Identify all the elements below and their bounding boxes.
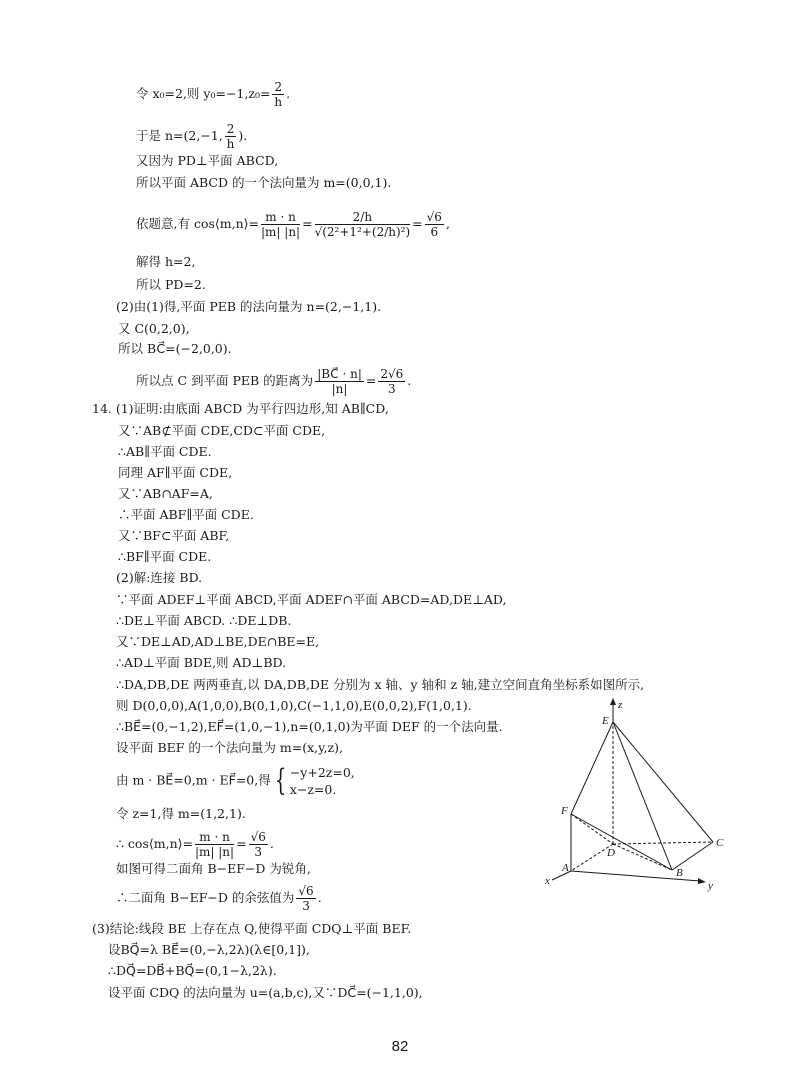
line-31: ∴ cos⟨m,n⟩= $\frac{m \cdot n}{|m| |n|}$ = $\frac{√6}{3}$ .: [116, 830, 274, 859]
line-32: 如图可得二面角 B−EF−D 为锐角,: [116, 861, 311, 876]
label-E: E: [602, 715, 609, 727]
edge-EB: [613, 722, 672, 870]
line-17: ∴平面 ABF∥平面 CDE.: [118, 507, 254, 522]
line-37: 设平面 CDQ 的法向量为 u=(a,b,c),又∵DC⃗=(−1,1,0),: [108, 985, 423, 1000]
line-1: 令 x₀=2,则 y₀=−1,z₀= $\frac{2}{h}$ .: [136, 80, 291, 109]
page-number: 82: [391, 1038, 409, 1055]
line-25: ∴DA,DB,DE 两两垂直,以 DA,DB,DE 分别为 x 轴、y 轴和 z 轴,建立空间直角坐标系如图所示,: [116, 677, 645, 692]
line-33: ∴二面角 B−EF−D 的余弦值为 $\frac{√6}{3}$ .: [116, 884, 322, 913]
line-5: 依题意,有 cos⟨m,n⟩= $\frac{m \cdot n}{|m| |n|}$ = $\frac{2/h}{\text{√(2²+1²+(2/h)²)}}$ = $\frac{√6}{6}$ ,: [136, 210, 450, 239]
edge-CB: [672, 842, 713, 870]
line-18: 又∵BF⊂平面 ABF,: [118, 528, 230, 543]
fraction: $\frac{|BC⃗ \cdot n|}{|n|}$: [317, 367, 362, 396]
edge-DC: [613, 842, 713, 844]
line-29: 由 m · BE⃗=0,m · EF⃗=0,得 { −y+2z=0, x−z=0.: [116, 763, 355, 798]
line-8: (2)由(1)得,平面 PEB 的法向量为 n=(2,−1,1).: [116, 299, 382, 314]
line-28: 设平面 BEF 的一个法向量为 m=(x,y,z),: [116, 740, 343, 755]
line-22: ∴DE⊥平面 ABCD. ∴DE⊥DB.: [116, 613, 292, 628]
label-y: y: [708, 880, 713, 892]
fraction: $\frac{2}{h}$: [274, 80, 283, 109]
equation-system: −y+2z=0, x−z=0.: [289, 765, 355, 797]
label-z: z: [618, 699, 623, 711]
fraction: $\frac{√6}{3}$: [298, 884, 314, 913]
fraction: $\frac{m \cdot n}{|m| |n|}$: [194, 830, 235, 859]
line-19: ∴BF∥平面 CDE.: [118, 549, 212, 564]
line-2: 于是 n=(2,−1, $\frac{2}{h}$ ).: [136, 122, 248, 151]
edge-EC: [613, 722, 713, 842]
label-A: A: [562, 862, 569, 874]
edge-FD: [571, 814, 613, 844]
line-9: 又 C(0,2,0),: [118, 321, 190, 336]
line-11: 所以点 C 到平面 PEB 的距离为 $\frac{|BC⃗ \cdot n|}{|n|}$ = $\frac{2√6}{3}$ .: [136, 367, 412, 396]
line-16: 又∵AB∩AF=A,: [118, 486, 213, 501]
fraction: $\frac{m \cdot n}{|m| |n|}$: [261, 210, 301, 239]
line-10: 所以 BC⃗=(−2,0,0).: [118, 341, 232, 356]
left-brace: {: [274, 763, 286, 798]
line-4: 所以平面 ABCD 的一个法向量为 m=(0,0,1).: [136, 175, 392, 190]
line-26: 则 D(0,0,0),A(1,0,0),B(0,1,0),C(−1,1,0),E(0,0,2),F(1,0,1).: [116, 698, 472, 713]
label-F: F: [561, 805, 568, 817]
fraction: $\frac{2}{h}$: [226, 122, 235, 151]
line-23: 又∵DE⊥AD,AD⊥BE,DE∩BE=E,: [116, 634, 320, 649]
label-B: B: [676, 867, 683, 879]
fraction: $\frac{2√6}{3}$: [380, 367, 404, 396]
fraction: $\frac{√6}{6}$: [426, 210, 442, 239]
line-7: 所以 PD=2.: [136, 277, 206, 292]
line-30: 令 z=1,得 m=(1,2,1).: [116, 806, 246, 821]
line-34: (3)结论:线段 BE 上存在点 Q,使得平面 CDQ⊥平面 BEF.: [92, 921, 412, 936]
z-axis-arrow: [610, 698, 616, 705]
line-24: ∴AD⊥平面 BDE,则 AD⊥BD.: [116, 655, 287, 670]
edge-EF: [571, 722, 613, 814]
line-21: ∵平面 ADEF⊥平面 ABCD,平面 ADEF∩平面 ABCD=AD,DE⊥AD,: [116, 592, 507, 607]
line-12: 14. (1)证明:由底面 ABCD 为平行四边形,知 AB∥CD,: [92, 401, 389, 416]
label-D: D: [607, 847, 615, 859]
line-20: (2)解:连接 BD.: [116, 570, 203, 585]
line-35: 设BQ⃗=λ BE⃗=(0,−λ,2λ)(λ∈[0,1]),: [108, 942, 310, 957]
line-6: 解得 h=2,: [136, 254, 196, 269]
fraction: $\frac{√6}{3}$: [250, 830, 266, 859]
line-27: ∴BE⃗=(0,−1,2),EF⃗=(1,0,−1),n=(0,1,0)为平面 DEF 的一个法向量.: [116, 719, 503, 734]
line-36: ∴DQ⃗=DB⃗+BQ⃗=(0,1−λ,2λ).: [108, 963, 277, 978]
line-13: 又∵AB⊄平面 CDE,CD⊂平面 CDE,: [118, 423, 326, 438]
coordinate-geometry-figure: [530, 696, 730, 896]
line-3: 又因为 PD⊥平面 ABCD,: [136, 153, 279, 168]
label-C: C: [716, 837, 724, 849]
label-x: x: [545, 875, 550, 887]
line-14: ∴AB∥平面 CDE.: [118, 444, 212, 459]
y-axis-arrow: [698, 878, 706, 884]
line-15: 同理 AF∥平面 CDE,: [118, 465, 233, 480]
fraction: $\frac{2/h}{\text{√(2²+1²+(2/h)²)}}$: [314, 210, 411, 239]
